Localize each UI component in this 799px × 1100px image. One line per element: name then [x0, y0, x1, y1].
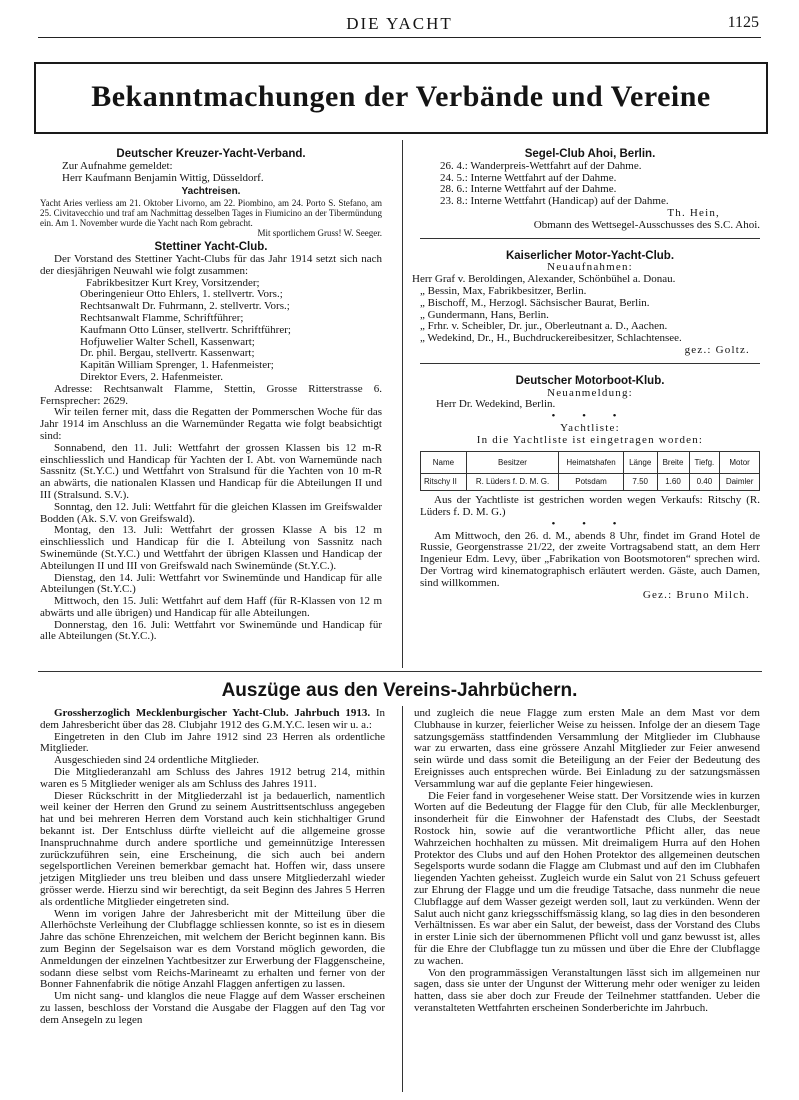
section-divider [38, 671, 762, 672]
banner-title: Bekanntmachungen der Verbände und Vereine [91, 80, 711, 113]
syc-paragraph: Dienstag, den 14. Juli: Wettfahrt vor Swinemünde und Handicap für alle Abteilungen (St.Y.C.) [40, 571, 382, 596]
syc-paragraph: Donnerstag, den 16. Juli: Wettfahrt vor Swinemünde und Handicap für alle Abteilungen (St.Y.C.). [40, 618, 382, 643]
syc-board-member: Fabrikbesitzer Kurt Krey, Vorsitzender; [86, 276, 260, 289]
ahoi-line: 26. 4.: Wanderpreis-Wettfahrt auf der Dahme. [440, 159, 642, 172]
section-rule [420, 363, 760, 364]
ahoi-sign-name: Th. Hein, [667, 206, 720, 219]
vortrag-text: Am Mittwoch, den 26. d. M., abends 8 Uhr, findet im Grand Hotel de Russie, Georgenstrasse 21/22, der zweite Vortragsabend statt, an dem Herr Ingenieur Edm. Levy, über „Fabrikation von Bootsmotoren“ sprechen wird. Der Vortrag wird kinematographisch erläutert werden. Gäste, auch Damen, sind willkommen. [420, 529, 760, 589]
yachtreisen-heading: Yachtreisen. [181, 186, 241, 198]
yacht-table-header-row [421, 451, 760, 474]
column-divider [402, 140, 403, 668]
syc-board-member: Direktor Evers, 2. Hafenmeister. [80, 370, 223, 383]
article-paragraph: und zugleich die neue Flagge zum ersten Male an dem Mast vor dem Clubhause in kurzer, feierlicher Weise zu heissen. Infolge der an diesem Tage satzungsgemäss stattfindenden Versammlung der Mitglieder im Clubhause war zu erwarten, dass eine grössere Anzahl Mitglieder zur Feier anwesend sein würde und dass somit die Beteiligung an der Feier der Bedeutung des Ereignisses auch entsprechen würde. Bei Einladung zu der satzungsmässen Versammlung war auf die geplante Feier hingewiesen. [414, 707, 760, 790]
article-paragraph: Ausgeschieden sind 24 ordentliche Mitglieder. [54, 754, 259, 767]
separator-stars: • • • [551, 410, 629, 423]
yacht-table-header: Tiefg. [689, 451, 720, 474]
yachtliste-removed: Aus der Yachtliste ist gestrichen worden wegen Verkaufs: Ritschy (R. Lüders f. D. M. G.) [420, 494, 760, 518]
yacht-table-header: Länge [623, 451, 657, 474]
syc-paragraph: Montag, den 13. Juli: Wettfahrt der grossen Klasse A bis 12 m einschliesslich und Handicap für die I. Abteilung von Sassnitz nach Swinemünde (St.Y.C.) und Wettfahrt der übrigen Klassen und Handicap der Abteilungen II und III von Greifswald nach Swinemünde (St.Y.C.). [40, 524, 382, 572]
kmyc-heading: Kaiserlicher Motor-Yacht-Club. [505, 249, 675, 262]
syc-intro: Der Vorstand des Stettiner Yacht-Clubs für das Jahr 1914 setzt sich nach der diesjährigen Neuwahl wie folgt zusammen: [40, 252, 382, 277]
column-divider [402, 706, 403, 1092]
yacht-table-cell: Ritschy II [421, 474, 467, 491]
header-rule [38, 37, 761, 38]
syc-heading: Stettiner Yacht-Club. [154, 241, 268, 254]
kmyc-member: Herr Graf v. Beroldingen, Alexander, Schönbühel a. Donau. [412, 273, 676, 286]
kmyc-member: „ Bischoff, M., Herzogl. Sächsischer Baurat, Berlin. [420, 296, 650, 309]
yacht-table-header: Breite [657, 451, 689, 474]
ahoi-line: 28. 6.: Interne Wettfahrt auf der Dahme. [440, 183, 617, 196]
table-row [421, 474, 760, 491]
syc-paragraph: Sonnabend, den 11. Juli: Wettfahrt der grossen Klassen bis 12 m-R einschliesslich und Handicap für Yachten der I. Abt. von Warnemünde nach Sassnitz (St.Y.C.) und Wettfahrt von Stralsund für die Yachten von 10 m-R an abwärts, die nationalen Klassen und Handicap für die Abteilungen II und III (Stralsund. S.V.). [40, 441, 382, 501]
yacht-table-header: Motor [720, 451, 760, 474]
banner-box [34, 62, 768, 134]
section-rule [420, 238, 760, 239]
separator-stars: • • • [551, 517, 629, 530]
yacht-table-cell: Daimler [720, 474, 760, 491]
syc-paragraph: Mittwoch, den 15. Juli: Wettfahrt auf dem Haff (für R-Klassen von 12 m abwärts und alle übrigen) und Handicap für alle Abteilungen. [40, 595, 382, 619]
yacht-table-header: Heimatshafen [559, 451, 624, 474]
article-paragraph: In dem Jahresbericht über das 28. Clubjahr 1912 des G.M.Y.C. lesen wir u. a.: [40, 707, 386, 731]
running-title: DIE YACHT [346, 14, 453, 33]
vortrag-sign: Gez.: Bruno Milch. [642, 588, 750, 601]
yachtliste-intro: In die Yachtliste ist eingetragen worden: [476, 433, 704, 446]
dmk-heading: Deutscher Motorboot-Klub. [515, 374, 665, 387]
yacht-table-cell: 7.50 [623, 474, 657, 491]
syc-paragraph: Sonntag, den 12. Juli: Wettfahrt für die gleichen Klassen im Greifswalder Bodden (Ak. S.V. von Greifswald). [40, 500, 382, 525]
article-paragraph: Von den programmässigen Veranstaltungen lässt sich im allgemeinen nur sagen, dass sie unter der Ungunst der Witterung mehr oder weniger zu leiden hatten, dass sie aber doch zur Freude der Teilnehmer stattfanden. Ueber die veranstalteten Wettfahrten erscheinen Sonderberichte im Jahrbuch. [414, 966, 760, 1014]
ahoi-heading: Segel-Club Ahoi, Berlin. [524, 148, 656, 160]
syc-board-member: Hofjuwelier Walter Schell, Kassenwart; [80, 335, 255, 348]
syc-board-member: Kaufmann Otto Lünser, stellvertr. Schriftführer; [80, 323, 291, 336]
dkyv-heading: Deutscher Kreuzer-Yacht-Verband. [116, 148, 306, 160]
yachtliste-heading: Yachtliste: [560, 421, 620, 434]
syc-board-member: Rechtsanwalt Dr. Fuhrmann, 2. stellvertr. Vors.; [80, 300, 290, 313]
yacht-table [420, 451, 760, 492]
kmyc-member: „ Gundermann, Hans, Berlin. [420, 308, 549, 321]
syc-paragraph: Adresse: Rechtsanwalt Flamme, Stettin, Grosse Ritterstrasse 6. Fernsprecher: 2629. [40, 382, 382, 407]
bottom-left-column [40, 708, 385, 1027]
page-number: 1125 [727, 14, 759, 31]
dkyv-line: Zur Aufnahme gemeldet: [62, 159, 173, 172]
ahoi-line: 24. 5.: Interne Wettfahrt auf der Dahme. [440, 171, 617, 184]
bottom-right-column [414, 708, 760, 1015]
yacht-table-cell: 0.40 [689, 474, 720, 491]
yacht-table-cell: R. Lüders f. D. M. G. [466, 474, 558, 491]
yacht-table-cell: Potsdam [559, 474, 624, 491]
ahoi-line: 23. 8.: Interne Wettfahrt (Handicap) auf der Dahme. [440, 195, 669, 208]
kmyc-member: „ Bessin, Max, Fabrikbesitzer, Berlin. [420, 284, 587, 297]
syc-board-member: Kapitän William Sprenger, 1. Hafenmeister; [80, 359, 274, 372]
article-paragraph: Die Feier fand in vorgesehener Weise statt. Der Vorsitzende wies in kurzen Worten auf die Bedeutung der Flagge für den Club, für alle Mecklenburger, insonderheit für die Einwohner der Hafenstadt des Clubs, der Seestadt Rostock hin, sowie auf die verantwortliche Pflicht aller, das neue Wahrzeichen hochhalten zu müssen. Mit dreimaligem Hurra auf den Hohen Protektor des Clubs und auf den Hohen Protektor des allgemeinen deutschen Segelsports wurde sodann die Flagge am Clubmast und auf den im Clubhafen liegenden Yachten geheisst. Zugleich wurde ein Salut von 21 Schuss gefeuert zur Ehrung der Flagge und um die freudige Tatsache, dass nunmehr die neue Clubflagge auf dem Wasser gezeigt werden soll, laut zu verkünden. Wenn der Salut auch nicht ganz kriegsschiffsmässig klang, so lag dies in den besonderen Verhältnissen. Es war aber ein Salut, der beweist, dass der Vorstand des Clubs in erster Linie sich der übernommenen Pflicht voll und ganz bewusst ist, alles für die Ehre der Clubflagge tun zu müssen und über die Ehre der Clubflagge zu wachen. [414, 789, 760, 967]
syc-board-member: Oberingenieur Otto Ehlers, 1. stellvertr. Vors.; [80, 288, 283, 301]
article-paragraph: Um nicht sang- und klanglos die neue Flagge auf dem Wasser erscheinen zu lassen, beschloss der Vorstand die Ausgabe der Flaggen auf den Tag vor dem Ansegeln zu legen [40, 990, 385, 1026]
kmyc-member: „ Wedekind, Dr., H., Buchdruckereibesitzer, Schlachtensee. [420, 332, 682, 345]
dmk-line: Herr Dr. Wedekind, Berlin. [436, 398, 556, 411]
ahoi-sign-role: Obmann des Wettsegel-Ausschusses des S.C. Ahoi. [533, 218, 760, 231]
right-column [412, 146, 760, 601]
article-paragraph: Dieser Rückschritt in der Mitgliederzahl ist ja bedauerlich, namentlich weil keiner der Herren den Grund zu seinem Austrittsentschluss angegeben hat und bei mehreren Herren dem Vorstand auch kein stichhaltiger Grund bekannt ist. Der Entschluss dürfte vielleicht auf die allgemeine grosse Inanspruchnahme durch andere sportliche und gemeinnützige Interessen zurückzuführen sein, eine Erscheinung, die sich auch bei andern segelsportlichen Vereinen bemerkbar gemacht hat. Hoffen wir, dass unsere jetzigen Mitglieder uns treu bleiben und dass unsere Mitgliederzahl wieder grösser werde. Hierzu sind wir berechtigt, da seit Beginn des Jahres 5 Herren als ordentliche Mitglieder eingetreten sind. [40, 789, 385, 908]
left-column [40, 146, 382, 643]
article-paragraph: Eingetreten in den Club im Jahre 1912 sind 23 Herren als ordentliche Mitglieder. [40, 730, 385, 755]
article-paragraph: Wenn im vorigen Jahre der Jahresbericht mit der Mitteilung über die Allerhöchste Verleihung der Clubflagge schliessen konnte, so ist es in diesem Jahre das schöne Ehrenzeichen, mit welchem der Bericht beginnen kann. Bis zum Beginn der Segelsaison war es dem Vorstand möglich geworden, die Anmeldungen der einzelnen Yachtbesitzer zur Erwerbung der Flaggenscheine, sodann diese selbst vom Reichs-Marineamt zu erhalten und ferner von der Bonner Fahnenfabrik die nötige Anzahl Flaggen anfertigen zu lassen. [40, 907, 385, 991]
yachtreisen-text: Yacht Aries verliess am 21. Oktober Livorno, am 22. Piombino, am 24. Porto S. Stefano, am 25. Civitavecchio und traf am Nachmittag desselben Tages in Fiumicino an der Tibermündung ein. Am 1. November wurde die Yacht nach Rom gebracht. [40, 198, 382, 229]
yacht-table-cell: 1.60 [657, 474, 689, 491]
syc-board-member: Rechtsanwalt Flamme, Schriftführer; [80, 311, 244, 324]
dkyv-line: Herr Kaufmann Benjamin Wittig, Düsseldorf. [62, 171, 264, 184]
article-lead: Grossherzoglich Mecklenburgischer Yacht-Club. Jahrbuch 1913. [54, 707, 371, 719]
syc-paragraph: Wir teilen ferner mit, dass die Regatten der Pommerschen Woche für das Jahr 1914 im Anschluss an die Warnemünder Regatta wie folgt beabsichtigt sind: [40, 406, 382, 442]
kmyc-sign: gez.: Goltz. [684, 343, 750, 356]
kmyc-member: „ Frhr. v. Scheibler, Dr. jur., Oberleutnant a. D., Aachen. [420, 320, 668, 333]
yacht-table-header: Besitzer [466, 451, 558, 474]
yachtreisen-sign: Mit sportlichem Gruss! W. Seeger. [257, 228, 382, 239]
section-title: Auszüge aus den Vereins-Jahrbüchern. [221, 680, 578, 701]
article-paragraph: Die Mitgliederanzahl am Schluss des Jahres 1912 betrug 214, mithin waren es 5 Mitglieder weniger als am Schluss des Jahres 1911. [40, 765, 385, 790]
kmyc-subheading: Neuaufnahmen: [547, 261, 633, 274]
syc-board-member: Dr. phil. Bergau, stellvertr. Kassenwart; [80, 347, 255, 360]
yacht-table-header: Name [421, 451, 467, 474]
dmk-subheading: Neuanmeldung: [547, 386, 633, 399]
